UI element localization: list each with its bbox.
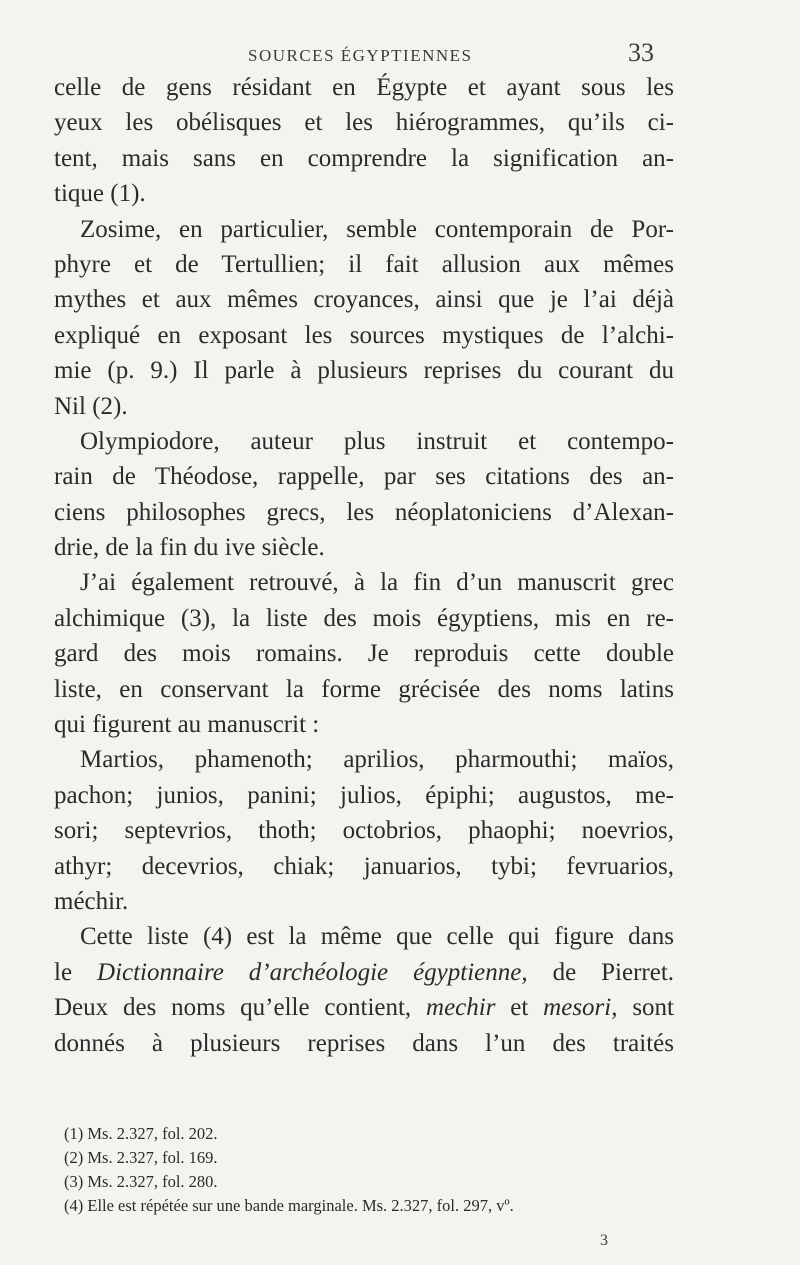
text-line: Olympiodore, auteur plus instruit et contempo- xyxy=(80,427,674,455)
text-line: sori; septevrios, thoth; octobrios, phaophi; noevrios, xyxy=(54,817,674,845)
footnotes xyxy=(64,1122,684,1218)
text-fragment: le xyxy=(54,958,98,986)
month-name: mechir xyxy=(426,994,496,1022)
text-line: tent, mais sans en comprendre la signification an- xyxy=(54,144,674,172)
text-fragment: Deux des noms qu’elle contient, xyxy=(54,994,427,1022)
text-line: qui figurent au manuscrit : xyxy=(54,711,320,739)
text-line: athyr; decevrios, chiak; januarios, tybi; fevruarios, xyxy=(54,852,674,880)
page-header xyxy=(0,22,800,67)
text-line: mythes et aux mêmes croyances, ainsi que je l’ai déjà xyxy=(54,286,674,314)
footnote: (2) Ms. 2.327, fol. 169. xyxy=(64,1148,218,1167)
text-line: Nil (2). xyxy=(54,392,128,420)
text-line: liste, en conservant la forme grécisée des noms latins xyxy=(54,675,674,703)
text-line: drie, de la fin du ive siècle. xyxy=(54,534,325,562)
signature-mark: 3 xyxy=(600,1232,608,1249)
text-line: yeux les obélisques et les hiérogrammes, qu’ils ci- xyxy=(54,109,674,137)
text-line xyxy=(54,990,674,1025)
footnote: (4) Elle est répétée sur une bande marginale. Ms. 2.327, fol. 297, vº. xyxy=(64,1196,514,1215)
text-line: mie (p. 9.) Il parle à plusieurs reprises du courant du xyxy=(54,357,674,385)
text-line: rain de Théodose, rappelle, par ses citations des an- xyxy=(54,463,674,491)
text-line: méchir. xyxy=(54,887,129,915)
text-line: phyre et de Tertullien; il fait allusion aux mêmes xyxy=(54,250,674,278)
text-fragment: et xyxy=(495,994,544,1022)
text-fragment: , sont xyxy=(611,994,674,1022)
text-line: pachon; junios, panini; julios, épiphi; augustos, me- xyxy=(54,781,674,809)
text-line: donnés à plusieurs reprises dans l’un des traités xyxy=(54,1029,674,1057)
text-line: expliqué en exposant les sources mystiques de l’alchi- xyxy=(54,321,674,349)
text-line: tique (1). xyxy=(54,180,146,208)
running-title: SOURCES ÉGYPTIENNES xyxy=(248,46,473,65)
footnote: (3) Ms. 2.327, fol. 280. xyxy=(64,1172,218,1191)
text-line xyxy=(54,955,674,990)
text-line: Zosime, en particulier, semble contemporain de Por- xyxy=(80,215,674,243)
text-line: celle de gens résidant en Égypte et ayant sous les xyxy=(54,74,674,101)
body-text xyxy=(54,70,674,1061)
text-line: ciens philosophes grecs, les néoplatoniciens d’Alexan- xyxy=(54,498,674,526)
page-number: 33 xyxy=(628,38,654,67)
month-name: mesori xyxy=(543,994,612,1022)
text-line: gard des mois romains. Je reproduis cette double xyxy=(54,640,674,668)
text-line: J’ai également retrouvé, à la fin d’un manuscrit grec xyxy=(80,569,674,597)
text-line: Martios, phamenoth; aprilios, pharmouthi; maïos, xyxy=(80,746,674,774)
text-line: alchimique (3), la liste des mois égyptiens, mis en re- xyxy=(54,604,674,632)
book-title: Dictionnaire d’archéologie égyptienne, xyxy=(97,958,528,986)
text-line: Cette liste (4) est la même que celle qui figure dans xyxy=(80,923,674,951)
text-fragment: de Pierret. xyxy=(527,958,675,986)
footnote: (1) Ms. 2.327, fol. 202. xyxy=(64,1124,218,1143)
